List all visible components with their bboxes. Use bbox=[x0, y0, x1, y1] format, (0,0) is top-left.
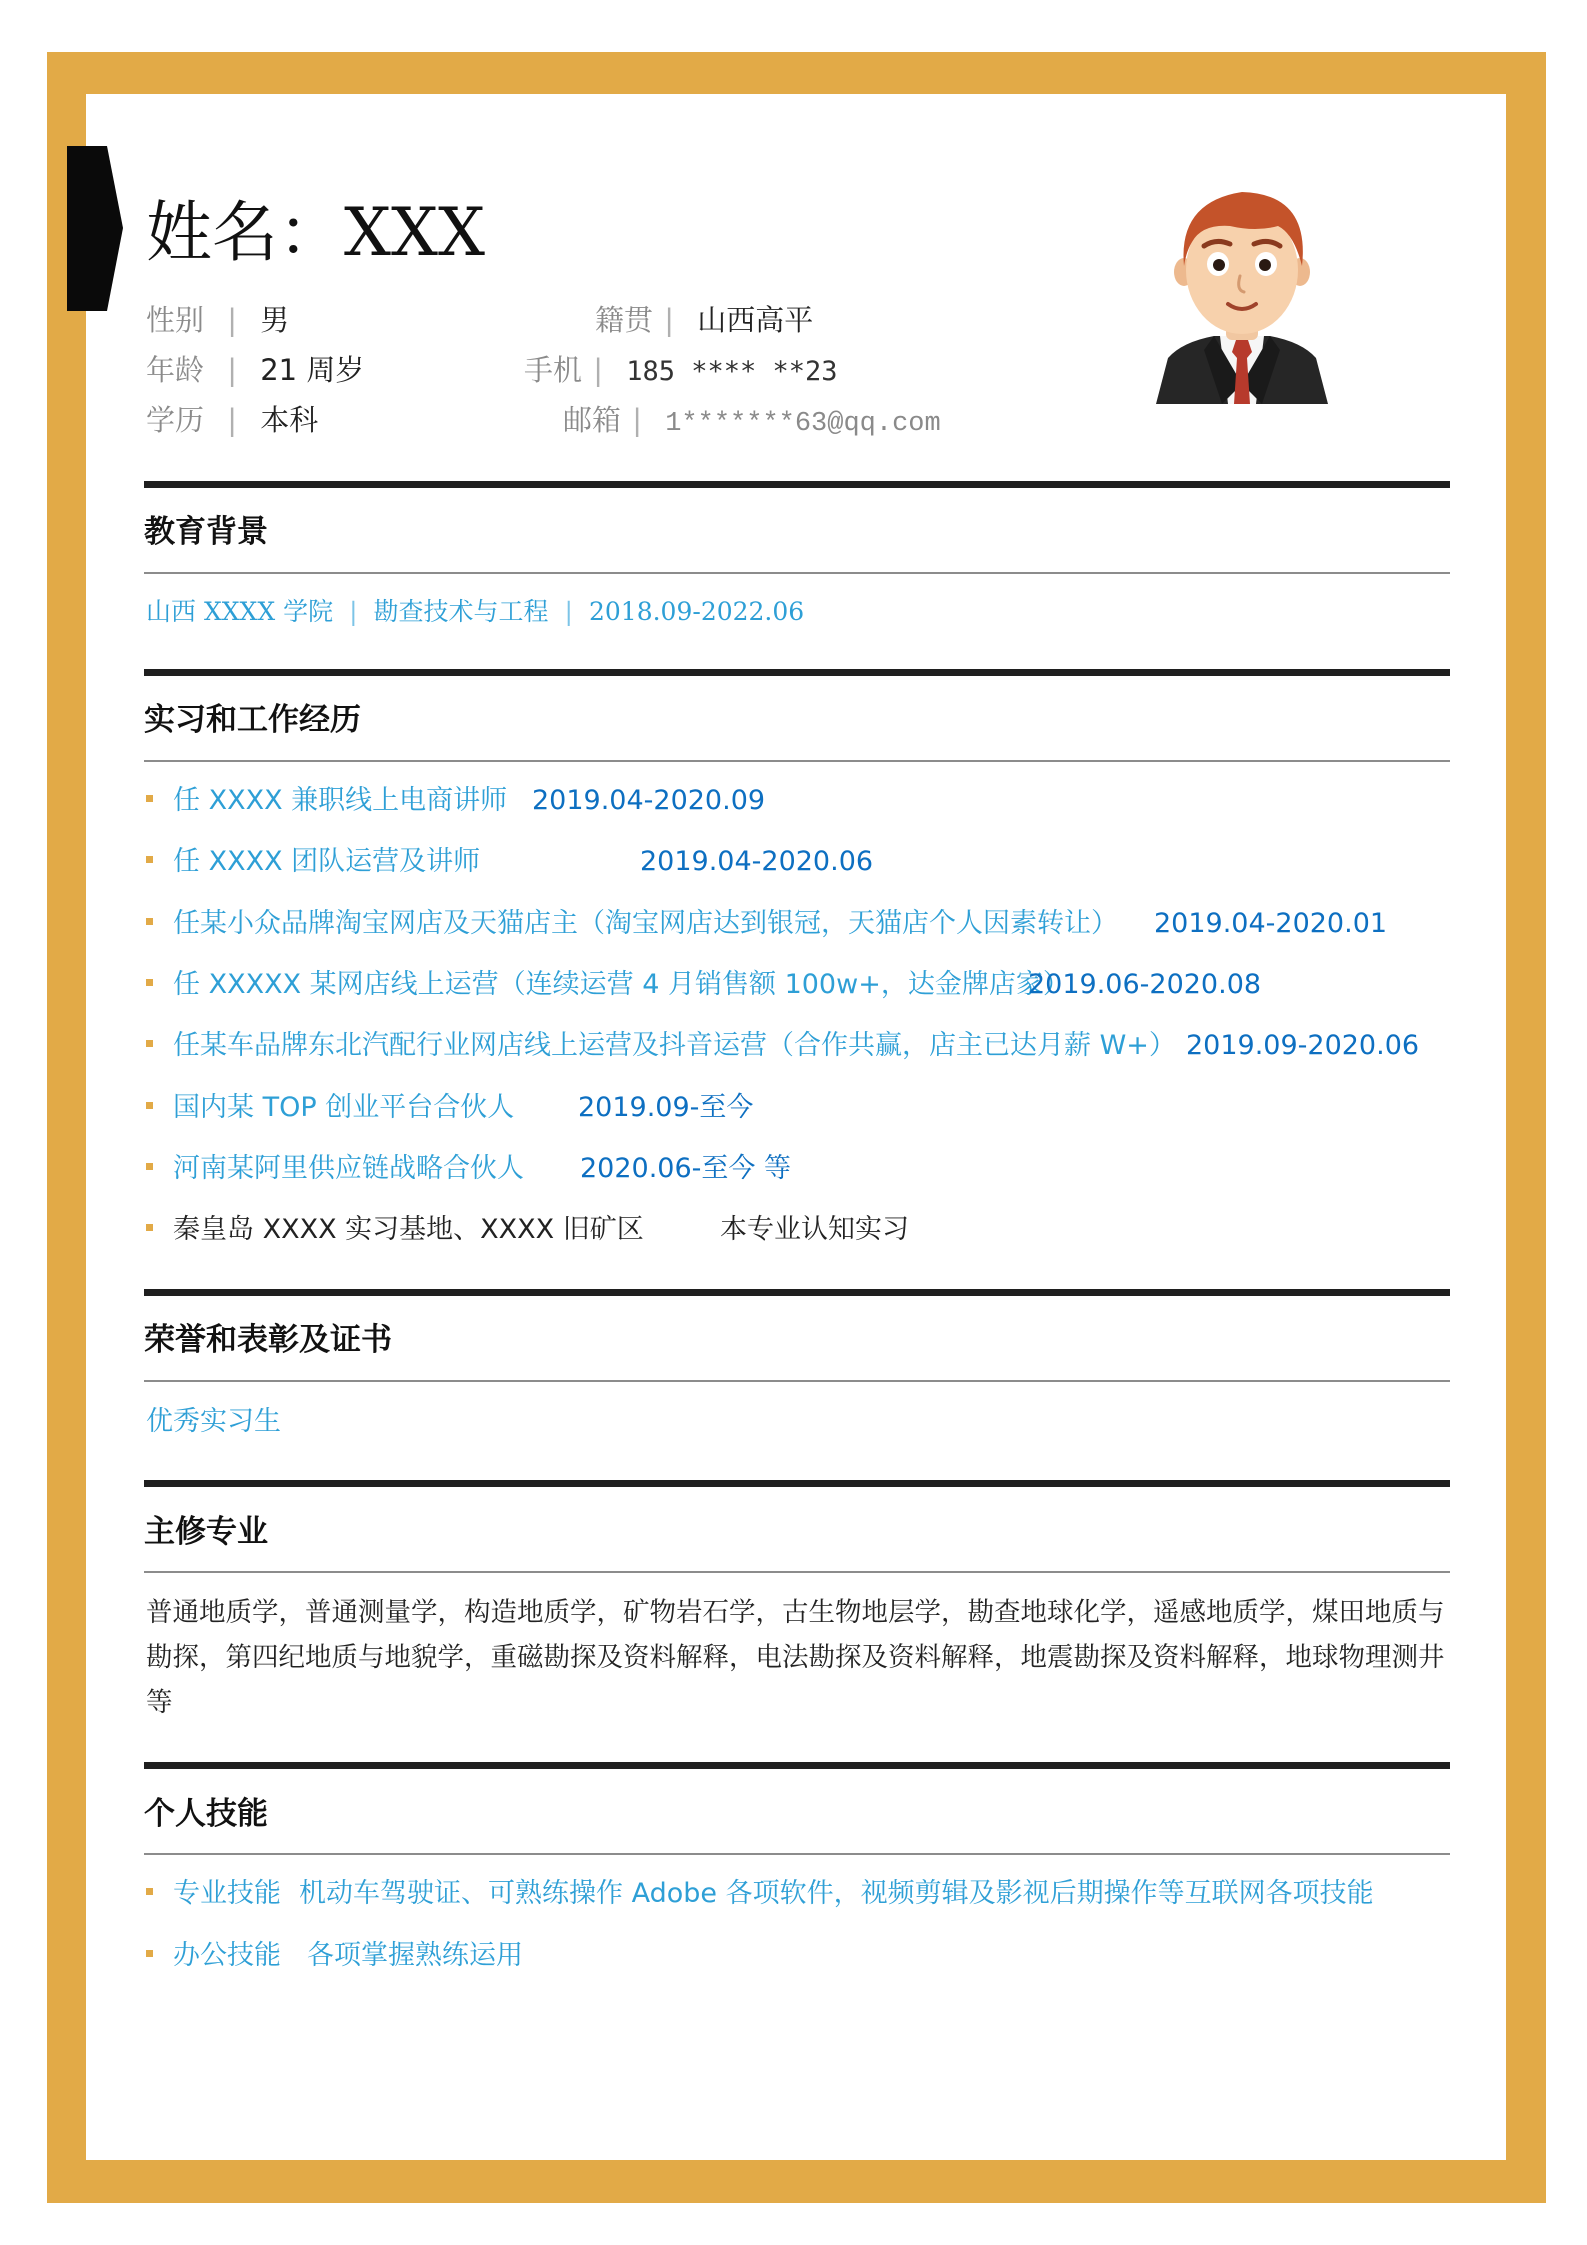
experience-text: 任某小众品牌淘宝网店及天猫店主（淘宝网店达到银冠，天猫店个人因素转让） bbox=[173, 908, 1118, 939]
square-bullet-icon bbox=[146, 856, 153, 863]
education-entry bbox=[146, 592, 804, 632]
experience-text: 任某车品牌东北汽配行业网店线上运营及抖音运营（合作共赢，店主已达月薪 W+） bbox=[173, 1030, 1176, 1061]
info-value: 21 周岁 bbox=[260, 353, 365, 387]
info-age bbox=[146, 350, 364, 390]
education-major: 勘查技术与工程 bbox=[373, 597, 549, 626]
square-bullet-icon bbox=[146, 918, 153, 925]
experience-date: 2020.06-至今 等 bbox=[580, 1153, 791, 1184]
info-value: 1*******63@qq.com bbox=[665, 409, 941, 439]
skill-label: 专业技能 bbox=[173, 1878, 281, 1909]
section-title-experience: 实习和工作经历 bbox=[144, 702, 361, 738]
info-separator: | bbox=[227, 303, 238, 337]
list-item bbox=[146, 1936, 523, 1976]
square-bullet-icon bbox=[146, 1102, 153, 1109]
experience-date: 2019.04-2020.01 bbox=[1154, 908, 1388, 939]
section-title-skills: 个人技能 bbox=[144, 1796, 268, 1832]
section-underline bbox=[144, 572, 1450, 574]
section-underline bbox=[144, 1571, 1450, 1573]
section-divider bbox=[144, 1762, 1450, 1769]
info-value: 男 bbox=[260, 303, 290, 337]
list-item bbox=[146, 1874, 1374, 1914]
list-item bbox=[146, 1149, 791, 1189]
experience-text: 国内某 TOP 创业平台合伙人 bbox=[173, 1092, 515, 1123]
skill-label: 办公技能 bbox=[173, 1940, 281, 1971]
section-divider bbox=[144, 669, 1450, 676]
info-value: 185 **** **23 bbox=[626, 356, 838, 387]
major-courses: 普通地质学，普通测量学，构造地质学，矿物岩石学，古生物地层学，勘查地球化学，遥感地质学，煤田地质与勘探，第四纪地质与地貌学，重磁勘探及资料解释，电法勘探及资料解释，地震勘探及资料解释，地球物理测井等 bbox=[146, 1597, 1445, 1718]
square-bullet-icon bbox=[146, 1888, 153, 1895]
list-item bbox=[146, 1026, 1420, 1066]
resume-name: 姓名：XXX bbox=[146, 194, 485, 271]
experience-date: 本专业认知实习 bbox=[720, 1214, 909, 1245]
experience-date: 2019.09-2020.06 bbox=[1186, 1030, 1420, 1061]
experience-text: 河南某阿里供应链战略合伙人 bbox=[173, 1153, 524, 1184]
info-label: 年龄 bbox=[146, 353, 205, 387]
section-underline bbox=[144, 1853, 1450, 1855]
info-separator: | bbox=[632, 403, 643, 437]
info-value: 山西高平 bbox=[697, 303, 814, 337]
info-separator: | bbox=[227, 403, 238, 437]
info-label: 性别 bbox=[146, 303, 205, 337]
experience-text: 秦皇岛 XXXX 实习基地、XXXX 旧矿区 bbox=[173, 1214, 644, 1245]
info-origin bbox=[595, 300, 813, 340]
header-tag-icon bbox=[67, 146, 123, 311]
info-separator: | bbox=[593, 353, 604, 387]
honor-text: 优秀实习生 bbox=[146, 1406, 281, 1437]
info-separator: | bbox=[664, 303, 675, 337]
section-divider bbox=[144, 1289, 1450, 1296]
list-item bbox=[146, 781, 766, 821]
education-separator: | bbox=[349, 597, 358, 626]
section-divider bbox=[144, 481, 1450, 488]
square-bullet-icon bbox=[146, 795, 153, 802]
info-value: 本科 bbox=[260, 403, 319, 437]
info-degree bbox=[146, 400, 318, 440]
experience-text: 任 XXXX 兼职线上电商讲师 bbox=[173, 785, 508, 816]
experience-date: 2019.04-2020.06 bbox=[640, 846, 874, 877]
experience-date: 2019.09-至今 bbox=[578, 1092, 754, 1123]
avatar bbox=[1152, 180, 1332, 404]
square-bullet-icon bbox=[146, 1950, 153, 1957]
info-phone bbox=[524, 350, 838, 392]
section-underline bbox=[144, 760, 1450, 762]
square-bullet-icon bbox=[146, 1224, 153, 1231]
list-item bbox=[146, 965, 1262, 1005]
info-separator: | bbox=[227, 353, 238, 387]
education-period: 2018.09-2022.06 bbox=[588, 597, 805, 626]
skill-text: 机动车驾驶证、可熟练操作 Adobe 各项软件，视频剪辑及影视后期操作等互联网各项技能 bbox=[299, 1878, 1374, 1909]
info-label: 籍贯 bbox=[595, 303, 654, 337]
experience-date: 2019.04-2020.09 bbox=[532, 785, 766, 816]
square-bullet-icon bbox=[146, 1040, 153, 1047]
square-bullet-icon bbox=[146, 979, 153, 986]
list-item bbox=[146, 1210, 909, 1250]
section-title-major: 主修专业 bbox=[144, 1514, 268, 1550]
experience-date: 2019.06-2020.08 bbox=[1028, 969, 1262, 1000]
list-item bbox=[146, 1088, 754, 1128]
skill-text: 各项掌握熟练运用 bbox=[307, 1940, 523, 1971]
section-underline bbox=[144, 1380, 1450, 1382]
list-item bbox=[146, 842, 874, 882]
section-title-honors: 荣誉和表彰及证书 bbox=[144, 1322, 392, 1358]
experience-text: 任 XXXX 团队运营及讲师 bbox=[173, 846, 481, 877]
info-gender bbox=[146, 300, 289, 340]
education-school: 山西 XXXX 学院 bbox=[146, 597, 334, 626]
square-bullet-icon bbox=[146, 1163, 153, 1170]
list-item bbox=[146, 904, 1388, 944]
education-separator: | bbox=[564, 597, 573, 626]
section-title-education: 教育背景 bbox=[144, 514, 268, 550]
info-label: 邮箱 bbox=[563, 403, 622, 437]
info-email bbox=[563, 400, 941, 444]
experience-text: 任 XXXXX 某网店线上运营（连续运营 4 月销售额 100w+，达金牌店家） bbox=[173, 969, 1070, 1000]
info-label: 学历 bbox=[146, 403, 205, 437]
section-divider bbox=[144, 1480, 1450, 1487]
info-label: 手机 bbox=[524, 353, 583, 387]
